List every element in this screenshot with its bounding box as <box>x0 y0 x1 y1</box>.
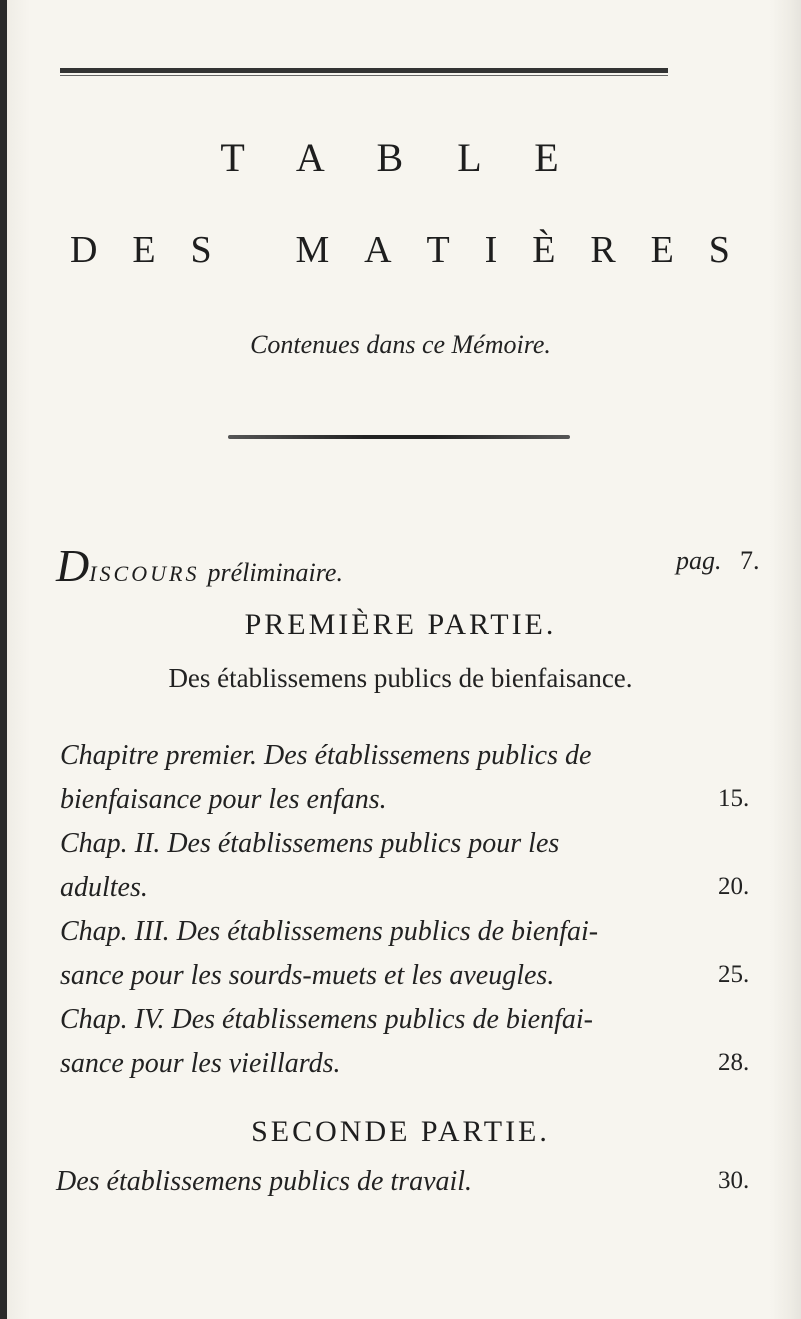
toc-entry-line: Des établissemens publics de travail. <box>56 1166 473 1197</box>
subtitle-letter: È <box>532 229 556 271</box>
discours-entry <box>56 539 343 592</box>
toc-entry-line: sance pour les sourds-muets et les aveugles. <box>60 960 555 991</box>
part-one-heading: PREMIÈRE PARTIE. <box>244 608 557 641</box>
part-two-heading: SECONDE PARTIE. <box>251 1115 550 1148</box>
subtitle-letter: D <box>70 229 98 271</box>
subtitle-letter: E <box>650 229 674 271</box>
discours-initial: D <box>56 540 90 591</box>
subtitle-des-matieres <box>70 231 730 269</box>
toc-entry-line: Chap. III. Des établissemens publics de bienfai- <box>60 916 599 947</box>
toc-entry-line: sance pour les vieillards. <box>60 1048 341 1079</box>
subtitle-letter: E <box>132 229 156 271</box>
toc-page-number: 25. <box>718 961 750 988</box>
toc-entry-line: Chapitre premier. Des établissemens publics de <box>60 740 592 771</box>
subtitle-letter: I <box>484 229 498 271</box>
toc-page-number: 28. <box>718 1049 750 1076</box>
toc-entry-line: bienfaisance pour les enfans. <box>60 784 387 815</box>
subtitle-letter: R <box>590 229 616 271</box>
top-ornamental-rule <box>60 68 668 73</box>
discours-page-number: 7. <box>740 546 760 575</box>
part-one-subheading: Des établissemens publics de bienfaisance. <box>168 663 633 693</box>
discours-rest: ISCOURS <box>89 561 200 586</box>
toc-page-number: 15. <box>718 785 750 812</box>
contents-note: Contenues dans ce Mémoire. <box>250 330 551 359</box>
discours-suffix: préliminaire. <box>207 558 343 587</box>
toc-entry-line: Chap. IV. Des établissemens publics de bienfai- <box>60 1004 593 1035</box>
toc-page-number: 30. <box>718 1167 750 1194</box>
subtitle-letter: T <box>426 229 450 271</box>
subtitle-letter: M <box>295 229 330 271</box>
page-title: T A B L E <box>220 135 581 180</box>
toc-entry-line: Chap. II. Des établissemens publics pour les <box>60 828 560 859</box>
subtitle-letter: A <box>364 229 392 271</box>
subtitle-letter: S <box>190 229 212 271</box>
discours-pag-label: pag. <box>676 546 722 575</box>
middle-ornamental-rule <box>228 435 570 439</box>
toc-page-number: 20. <box>718 873 750 900</box>
subtitle-letter: S <box>708 229 730 271</box>
toc-entry-line: adultes. <box>60 872 148 903</box>
